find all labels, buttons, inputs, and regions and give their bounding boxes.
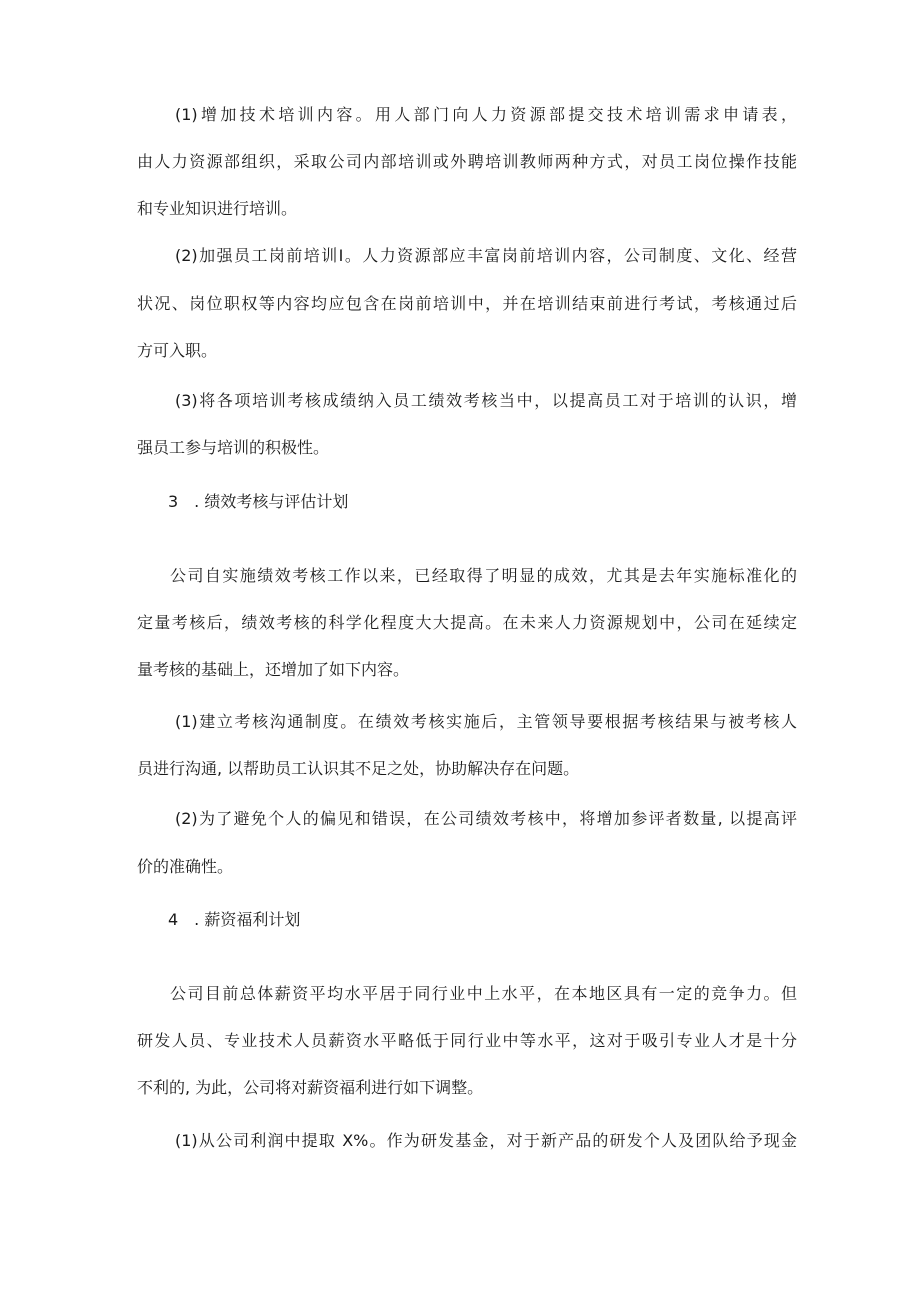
tech-training-item1-line3: 和专业知识进行培训。 xyxy=(137,199,298,218)
performance-intro-line2: 定量考核后，绩效考核的科学化程度大大提高。在未来人力资源规划中，公司在延续定 xyxy=(137,613,797,632)
compensation-heading: 4 . 薪资福利计划 xyxy=(168,910,301,929)
performance-item1-line2: 员进行沟通, 以帮助员工认识其不足之处，协助解决存在问题。 xyxy=(137,759,580,778)
tech-training-item3-line1: (3)将各项培训考核成绩纳入员工绩效考核当中，以提高员工对于培训的认识，增 xyxy=(175,391,797,410)
performance-intro-line3: 量考核的基础上，还增加了如下内容。 xyxy=(137,660,410,679)
compensation-intro-line2: 研发人员、专业技术人员薪资水平略低于同行业中等水平，这对于吸引专业人才是十分 xyxy=(137,1031,797,1050)
performance-item2-line1: (2)为了避免个人的偏见和错误，在公司绩效考核中，将增加参评者数量, 以提高评 xyxy=(175,809,797,828)
tech-training-item2-line2: 状况、岗位职权等内容均应包含在岗前培训中，并在培训结束前进行考试，考核通过后 xyxy=(137,294,797,313)
performance-item1-line1: (1)建立考核沟通制度。在绩效考核实施后，主管领导要根据考核结果与被考核人 xyxy=(175,712,797,731)
compensation-item1-line1: (1)从公司利润中提取 X%。作为研发基金，对于新产品的研发个人及团队给予现金 xyxy=(175,1131,797,1150)
compensation-intro-line1: 公司目前总体薪资平均水平居于同行业中上水平，在本地区具有一定的竞争力。但 xyxy=(170,984,797,1003)
performance-item2-line2: 价的准确性。 xyxy=(137,857,234,876)
tech-training-item3-line2: 强员工参与培训的积极性。 xyxy=(137,438,330,457)
performance-heading: 3 . 绩效考核与评估计划 xyxy=(168,492,349,511)
tech-training-item1-line1: (1)增加技术培训内容。用人部门向人力资源部提交技术培训需求申请表， xyxy=(175,105,797,124)
performance-intro-line1: 公司自实施绩效考核工作以来，已经取得了明显的成效，尤其是去年实施标准化的 xyxy=(170,566,797,585)
compensation-intro-line3: 不利的, 为此，公司将对薪资福利进行如下调整。 xyxy=(137,1078,484,1097)
tech-training-item1-line2: 由人力资源部组织，采取公司内部培训或外聘培训教师两种方式，对员工岗位操作技能 xyxy=(137,152,797,171)
tech-training-item2-line1: (2)加强员工岗前培训Ⅰ。人力资源部应丰富岗前培训内容，公司制度、文化、经营 xyxy=(175,246,797,265)
tech-training-item2-line3: 方可入职。 xyxy=(137,341,218,360)
